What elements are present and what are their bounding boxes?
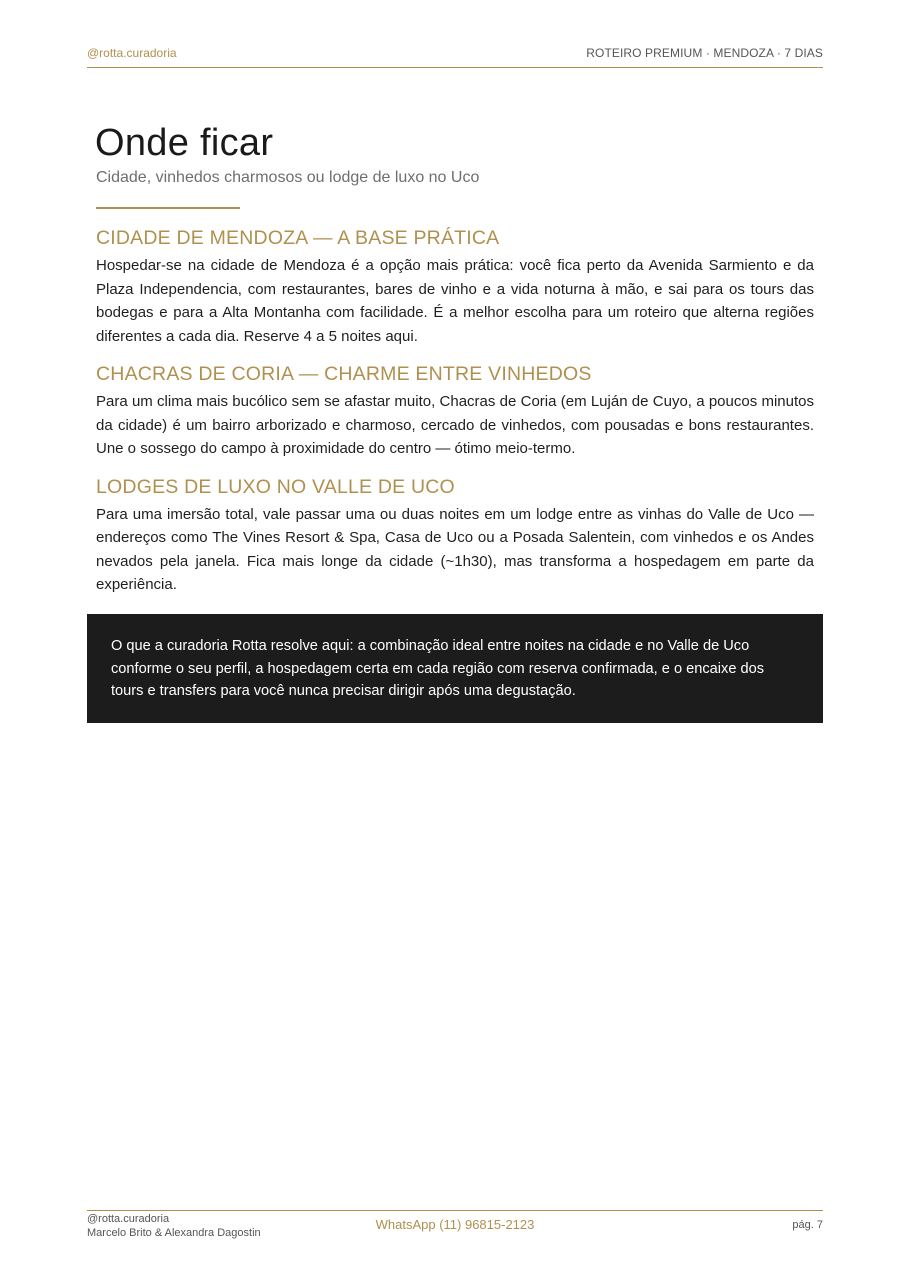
footer-whatsapp-contact: WhatsApp (11) 96815-2123	[375, 1217, 535, 1232]
section-body: Para uma imersão total, vale passar uma ou duas noites em um lodge entre as vinhas do Valle de Uco — endereços como The Vines Resort & Spa, Casa de Uco ou a Posada Salentein, com vinhedos e os Andes nevados pela janela. Fica mais longe da cidade (~1h30), mas transforma a hospedagem em parte da experiência.	[96, 505, 814, 593]
footer-handle: @rotta.curadoria	[87, 1213, 170, 1225]
section-heading: CHACRAS DE CORIA — CHARME ENTRE VINHEDOS	[96, 363, 592, 385]
footer-divider	[87, 1210, 823, 1211]
sections-container	[96, 225, 814, 610]
header-document-label: ROTEIRO PREMIUM · MENDOZA · 7 DIAS	[586, 46, 823, 60]
page-title: Onde ficar	[95, 122, 274, 164]
section-heading: LODGES DE LUXO NO VALLE DE UCO	[96, 475, 455, 498]
footer-authors: Marcelo Brito & Alexandra Dagostin	[87, 1227, 261, 1239]
callout-text: O que a curadoria Rotta resolve aqui: a combinação ideal entre noites na cidade e no Valle de Uco conforme o seu perfil, a hospedagem certa em cada região com reserva confirmada, e o encaixe dos tours e transfers para você nunca precisar dirigir após uma degustação.	[111, 638, 765, 699]
section-cidade-de-mendoza	[96, 225, 814, 348]
curadoria-callout-box	[87, 614, 823, 723]
title-underline	[96, 207, 240, 209]
page-subtitle: Cidade, vinhedos charmosos ou lodge de luxo no Uco	[96, 169, 480, 186]
section-heading: CIDADE DE MENDOZA — A BASE PRÁTICA	[96, 227, 500, 249]
section-body: Para um clima mais bucólico sem se afastar muito, Chacras de Coria (em Luján de Cuyo, a poucos minutos da cidade) é um bairro arborizado e charmoso, cercado de vinhedos, com pousadas e bons restaurantes. Une o sossego do campo à proximidade do centro — ótimo meio-termo.	[96, 393, 814, 457]
section-body: Hospedar-se na cidade de Mendoza é a opção mais prática: você fica perto da Avenida Sarmiento e da Plaza Independencia, com restaurantes, bares de vinho e a vida noturna à mão, e sai para os tours das bodegas e para a Alta Montanha com facilidade. É a melhor escolha para um roteiro que alterna regiões diferentes a cada dia. Reserve 4 a 5 noites aqui.	[96, 257, 814, 345]
section-lodges-valle-de-uco	[96, 474, 814, 597]
footer-page-number: pág. 7	[792, 1219, 823, 1231]
header-handle: @rotta.curadoria	[87, 46, 177, 60]
section-chacras-de-coria	[96, 361, 814, 461]
header-divider	[87, 67, 823, 68]
